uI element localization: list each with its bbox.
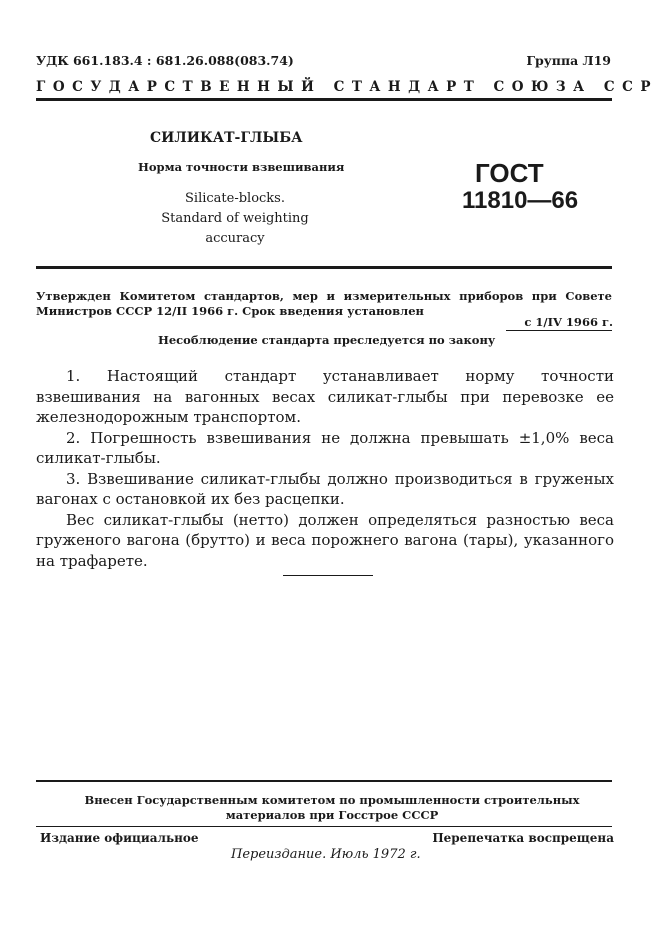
paragraph: 1. Настоящий стандарт устанавливает норму точности взвешивания на вагонных весах силикат-глыбы при перевозке ее железнодорожным транспортом. xyxy=(36,367,614,426)
group-code: Группа Л19 xyxy=(526,53,611,68)
standard-body xyxy=(36,366,614,571)
date-underline xyxy=(506,330,612,331)
introduced-by: Внесен Государственным комитетом по промышленности строительных материалов при Госстрое СССР xyxy=(84,793,580,822)
official-edition: Издание официальное xyxy=(40,831,199,845)
title-rule xyxy=(36,266,612,269)
english-title-line: Standard of weighting xyxy=(161,211,309,226)
state-standard-heading: ГОСУДАРСТВЕННЫЙ СТАНДАРТ СОЮЗА ССР xyxy=(36,79,658,95)
paragraph: 2. Погрешность взвешивания не должна превышать ±1,0% веса силикат-глыбы. xyxy=(36,428,614,467)
document-subtitle: Норма точности взвешивания xyxy=(138,160,345,174)
udk-code: УДК 661.183.4 : 681.26.088(083.74) xyxy=(36,53,294,68)
end-divider xyxy=(283,575,373,576)
paragraph: 3. Взвешивание силикат-глыбы должно производиться в груженых вагонах с остановкой их без расцепки. xyxy=(36,469,614,508)
paragraph: Вес силикат-глыбы (нетто) должен определяться разностью веса груженого вагона (брутто) и веса порожнего вагона (тары), указанного на трафарете. xyxy=(36,510,614,570)
gost-number: 11810—66 xyxy=(462,187,579,214)
footer-rule xyxy=(36,780,612,782)
reissue-note: Переиздание. Июль 1972 г. xyxy=(231,847,421,862)
footer-rule-thin xyxy=(36,826,612,827)
approval-date: с 1/IV 1966 г. xyxy=(524,315,613,329)
gost-label: ГОСТ xyxy=(475,158,544,188)
document-title: СИЛИКАТ-ГЛЫБА xyxy=(150,130,303,146)
english-title-line: accuracy xyxy=(205,231,265,246)
penalty-notice: Несоблюдение стандарта преследуется по закону xyxy=(158,333,496,347)
english-title-line: Silicate-blocks. xyxy=(185,191,285,206)
reprint-prohibited: Перепечатка воспрещена xyxy=(432,831,614,845)
approval-text: Утвержден Комитетом стандартов, мер и измерительных приборов при Совете Министров СССР 12/II 1966 г. Срок введения установлен xyxy=(36,289,612,318)
header-rule xyxy=(36,98,612,101)
english-title xyxy=(150,189,320,249)
